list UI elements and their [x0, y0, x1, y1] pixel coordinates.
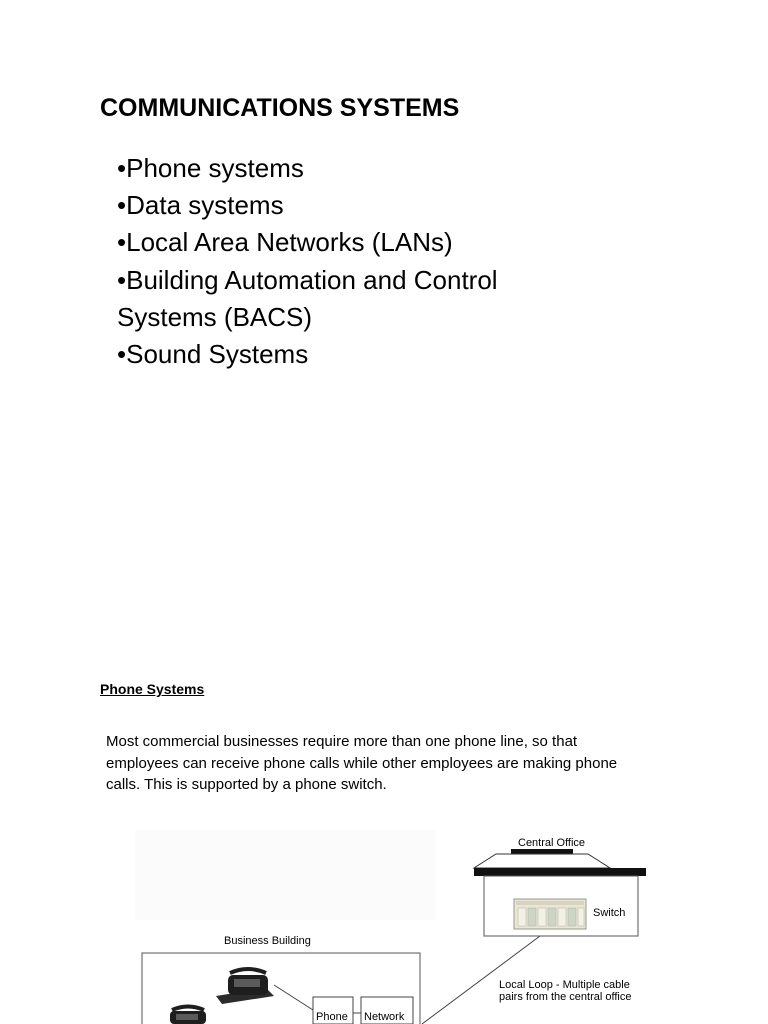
desk-phone-icon	[216, 969, 274, 1004]
list-item: •Local Area Networks (LANs)	[117, 227, 453, 258]
phone-system-diagram	[130, 825, 660, 1024]
business-building-label: Business Building	[224, 935, 311, 947]
list-item: •Building Automation and Control Systems (BACS)	[117, 264, 498, 332]
phone-cable	[274, 985, 313, 1010]
desk-phone-icon	[170, 1007, 206, 1024]
central-office-roof	[474, 854, 610, 868]
central-office-chimney	[511, 849, 573, 854]
local-loop-label: pairs from the central office	[499, 991, 632, 1003]
diagram-background	[135, 830, 435, 920]
network-box-label: Network	[364, 1011, 405, 1023]
section-paragraph: Most commercial businesses require more than one phone line, so that employees can receive phone calls while other employees are making phone calls. This is supported by a phone switch.	[106, 733, 618, 793]
list-item: •Sound Systems	[117, 339, 309, 370]
page-title: COMMUNICATIONS SYSTEMS	[100, 94, 460, 122]
switch-label: Switch	[593, 907, 626, 919]
list-item: •Data systems	[117, 190, 284, 221]
central-office-label: Central Office	[518, 837, 586, 849]
local-loop-label: Local Loop - Multiple cable	[499, 979, 630, 991]
switch-icon	[514, 899, 586, 929]
phone-box-label: Phone	[316, 1011, 348, 1023]
central-office-eave	[474, 868, 646, 876]
section-heading: Phone Systems	[100, 681, 205, 697]
list-item: •Phone systems	[117, 153, 304, 183]
bullet-list	[117, 150, 587, 373]
